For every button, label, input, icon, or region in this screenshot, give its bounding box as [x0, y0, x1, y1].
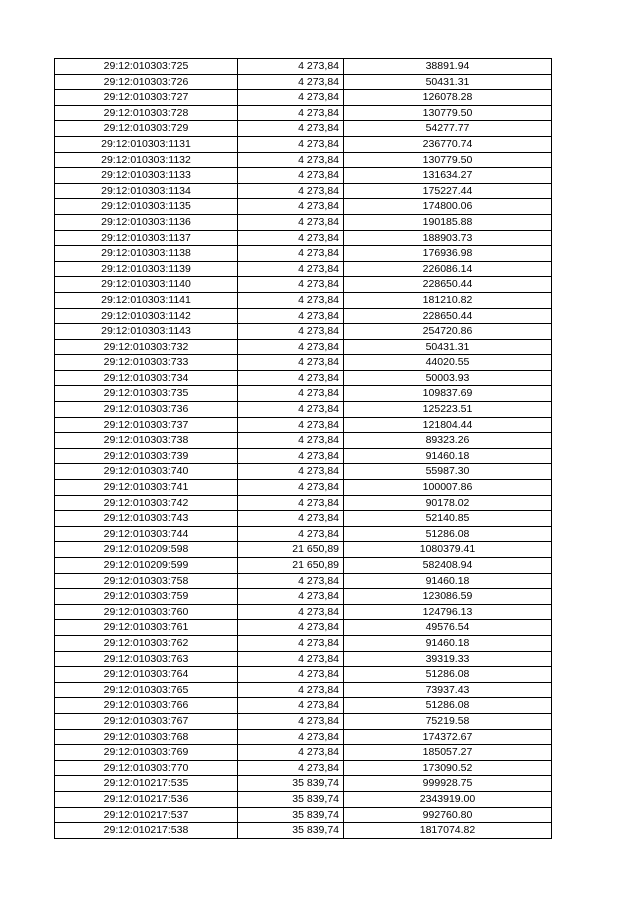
value-cell: 100007.86: [344, 480, 552, 496]
cadastral-number-cell: 29:12:010303:735: [55, 386, 238, 402]
cadastral-number-cell: 29:12:010209:599: [55, 558, 238, 574]
value-cell: 125223.51: [344, 402, 552, 418]
rate-cell: 4 273,84: [238, 199, 344, 215]
cadastral-number-cell: 29:12:010303:1131: [55, 136, 238, 152]
rate-cell: 4 273,84: [238, 370, 344, 386]
table-row: [55, 402, 552, 418]
table-row: [55, 168, 552, 184]
table-row: [55, 635, 552, 651]
rate-cell: 4 273,84: [238, 152, 344, 168]
rate-cell: 4 273,84: [238, 682, 344, 698]
table-row: [55, 589, 552, 605]
value-cell: 50431.31: [344, 74, 552, 90]
cadastral-number-cell: 29:12:010303:759: [55, 589, 238, 605]
rate-cell: 4 273,84: [238, 713, 344, 729]
table-row: [55, 542, 552, 558]
cadastral-number-cell: 29:12:010303:738: [55, 433, 238, 449]
value-cell: 121804.44: [344, 417, 552, 433]
cadastral-number-cell: 29:12:010303:768: [55, 729, 238, 745]
cadastral-number-cell: 29:12:010303:727: [55, 90, 238, 106]
value-cell: 51286.08: [344, 698, 552, 714]
cadastral-number-cell: 29:12:010303:744: [55, 526, 238, 542]
rate-cell: 4 273,84: [238, 573, 344, 589]
table-row: [55, 308, 552, 324]
rate-cell: 4 273,84: [238, 495, 344, 511]
table-row: [55, 105, 552, 121]
table-row: [55, 776, 552, 792]
rate-cell: 4 273,84: [238, 168, 344, 184]
table-row: [55, 698, 552, 714]
value-cell: 226086.14: [344, 261, 552, 277]
rate-cell: 4 273,84: [238, 277, 344, 293]
cadastral-number-cell: 29:12:010217:538: [55, 823, 238, 839]
value-cell: 51286.08: [344, 526, 552, 542]
table-body: [55, 59, 552, 839]
rate-cell: 4 273,84: [238, 246, 344, 262]
cadastral-number-cell: 29:12:010209:598: [55, 542, 238, 558]
table-row: [55, 511, 552, 527]
value-cell: 185057.27: [344, 745, 552, 761]
table-row: [55, 433, 552, 449]
table-row: [55, 713, 552, 729]
cadastral-number-cell: 29:12:010303:740: [55, 464, 238, 480]
cadastral-number-cell: 29:12:010303:741: [55, 480, 238, 496]
cadastral-number-cell: 29:12:010303:758: [55, 573, 238, 589]
value-cell: 91460.18: [344, 635, 552, 651]
rate-cell: 4 273,84: [238, 292, 344, 308]
table-row: [55, 729, 552, 745]
rate-cell: 4 273,84: [238, 433, 344, 449]
rate-cell: 4 273,84: [238, 511, 344, 527]
rate-cell: 4 273,84: [238, 448, 344, 464]
value-cell: 582408.94: [344, 558, 552, 574]
rate-cell: 4 273,84: [238, 604, 344, 620]
cadastral-number-cell: 29:12:010303:732: [55, 339, 238, 355]
value-cell: 44020.55: [344, 355, 552, 371]
value-cell: 190185.88: [344, 214, 552, 230]
value-cell: 126078.28: [344, 90, 552, 106]
value-cell: 173090.52: [344, 760, 552, 776]
cadastral-number-cell: 29:12:010303:733: [55, 355, 238, 371]
table-row: [55, 214, 552, 230]
table-row: [55, 480, 552, 496]
table-row: [55, 386, 552, 402]
value-cell: 131634.27: [344, 168, 552, 184]
table-row: [55, 292, 552, 308]
rate-cell: 4 273,84: [238, 355, 344, 371]
cadastral-number-cell: 29:12:010303:1136: [55, 214, 238, 230]
cadastral-number-cell: 29:12:010303:736: [55, 402, 238, 418]
table-row: [55, 651, 552, 667]
rate-cell: 4 273,84: [238, 105, 344, 121]
value-cell: 174372.67: [344, 729, 552, 745]
rate-cell: 4 273,84: [238, 589, 344, 605]
cadastral-number-cell: 29:12:010303:764: [55, 667, 238, 683]
value-cell: 236770.74: [344, 136, 552, 152]
cadastral-number-cell: 29:12:010303:765: [55, 682, 238, 698]
cadastral-number-cell: 29:12:010303:1134: [55, 183, 238, 199]
value-cell: 254720.86: [344, 324, 552, 340]
value-cell: 999928.75: [344, 776, 552, 792]
value-cell: 228650.44: [344, 308, 552, 324]
rate-cell: 4 273,84: [238, 402, 344, 418]
rate-cell: 4 273,84: [238, 214, 344, 230]
cadastral-number-cell: 29:12:010303:739: [55, 448, 238, 464]
table-row: [55, 823, 552, 839]
value-cell: 1080379.41: [344, 542, 552, 558]
rate-cell: 4 273,84: [238, 230, 344, 246]
rate-cell: 4 273,84: [238, 464, 344, 480]
table-row: [55, 230, 552, 246]
cadastral-number-cell: 29:12:010303:1143: [55, 324, 238, 340]
rate-cell: 4 273,84: [238, 90, 344, 106]
rate-cell: 4 273,84: [238, 339, 344, 355]
value-cell: 188903.73: [344, 230, 552, 246]
cadastral-number-cell: 29:12:010303:728: [55, 105, 238, 121]
cadastral-number-cell: 29:12:010217:535: [55, 776, 238, 792]
cadastral-number-cell: 29:12:010303:1139: [55, 261, 238, 277]
value-cell: 90178.02: [344, 495, 552, 511]
value-cell: 75219.58: [344, 713, 552, 729]
table-row: [55, 121, 552, 137]
rate-cell: 4 273,84: [238, 651, 344, 667]
rate-cell: 4 273,84: [238, 121, 344, 137]
table-row: [55, 573, 552, 589]
cadastral-number-cell: 29:12:010217:537: [55, 807, 238, 823]
table-row: [55, 495, 552, 511]
table-row: [55, 448, 552, 464]
cadastral-number-cell: 29:12:010303:734: [55, 370, 238, 386]
cadastral-number-cell: 29:12:010303:725: [55, 59, 238, 75]
rate-cell: 35 839,74: [238, 807, 344, 823]
table-row: [55, 355, 552, 371]
rate-cell: 4 273,84: [238, 760, 344, 776]
cadastral-number-cell: 29:12:010303:770: [55, 760, 238, 776]
rate-cell: 4 273,84: [238, 526, 344, 542]
value-cell: 124796.13: [344, 604, 552, 620]
cadastral-number-cell: 29:12:010303:766: [55, 698, 238, 714]
cadastral-number-cell: 29:12:010303:762: [55, 635, 238, 651]
rate-cell: 4 273,84: [238, 698, 344, 714]
value-cell: 109837.69: [344, 386, 552, 402]
value-cell: 38891.94: [344, 59, 552, 75]
rate-cell: 35 839,74: [238, 823, 344, 839]
value-cell: 176936.98: [344, 246, 552, 262]
table-row: [55, 246, 552, 262]
value-cell: 181210.82: [344, 292, 552, 308]
table-row: [55, 682, 552, 698]
cadastral-number-cell: 29:12:010303:761: [55, 620, 238, 636]
cadastral-number-cell: 29:12:010303:729: [55, 121, 238, 137]
rate-cell: 4 273,84: [238, 386, 344, 402]
cadastral-number-cell: 29:12:010303:743: [55, 511, 238, 527]
value-cell: 174800.06: [344, 199, 552, 215]
value-cell: 52140.85: [344, 511, 552, 527]
cadastral-number-cell: 29:12:010303:760: [55, 604, 238, 620]
cadastral-number-cell: 29:12:010303:763: [55, 651, 238, 667]
table-row: [55, 152, 552, 168]
cadastral-number-cell: 29:12:010303:1133: [55, 168, 238, 184]
table-row: [55, 791, 552, 807]
value-cell: 51286.08: [344, 667, 552, 683]
table-row: [55, 136, 552, 152]
value-cell: 91460.18: [344, 573, 552, 589]
rate-cell: 4 273,84: [238, 308, 344, 324]
rate-cell: 4 273,84: [238, 620, 344, 636]
cadastral-number-cell: 29:12:010303:767: [55, 713, 238, 729]
value-cell: 50003.93: [344, 370, 552, 386]
table-row: [55, 604, 552, 620]
cadastral-number-cell: 29:12:010303:742: [55, 495, 238, 511]
rate-cell: 4 273,84: [238, 59, 344, 75]
cadastral-number-cell: 29:12:010303:726: [55, 74, 238, 90]
table-row: [55, 74, 552, 90]
rate-cell: 4 273,84: [238, 261, 344, 277]
table-row: [55, 745, 552, 761]
cadastral-number-cell: 29:12:010303:1140: [55, 277, 238, 293]
cadastral-number-cell: 29:12:010217:536: [55, 791, 238, 807]
value-cell: 1817074.82: [344, 823, 552, 839]
value-cell: 54277.77: [344, 121, 552, 137]
value-cell: 39319.33: [344, 651, 552, 667]
cadastral-number-cell: 29:12:010303:769: [55, 745, 238, 761]
value-cell: 130779.50: [344, 152, 552, 168]
table-row: [55, 417, 552, 433]
table-row: [55, 667, 552, 683]
table-row: [55, 620, 552, 636]
value-cell: 130779.50: [344, 105, 552, 121]
table-row: [55, 464, 552, 480]
cadastral-value-table: [54, 58, 552, 839]
value-cell: 175227.44: [344, 183, 552, 199]
table-row: [55, 339, 552, 355]
table-row: [55, 807, 552, 823]
table-row: [55, 199, 552, 215]
rate-cell: 4 273,84: [238, 417, 344, 433]
table-row: [55, 324, 552, 340]
table-row: [55, 261, 552, 277]
rate-cell: 4 273,84: [238, 729, 344, 745]
table-row: [55, 59, 552, 75]
value-cell: 55987.30: [344, 464, 552, 480]
value-cell: 992760.80: [344, 807, 552, 823]
value-cell: 91460.18: [344, 448, 552, 464]
cadastral-number-cell: 29:12:010303:1142: [55, 308, 238, 324]
rate-cell: 4 273,84: [238, 745, 344, 761]
table-row: [55, 526, 552, 542]
rate-cell: 4 273,84: [238, 635, 344, 651]
rate-cell: 4 273,84: [238, 667, 344, 683]
rate-cell: 35 839,74: [238, 791, 344, 807]
value-cell: 228650.44: [344, 277, 552, 293]
rate-cell: 4 273,84: [238, 480, 344, 496]
rate-cell: 4 273,84: [238, 74, 344, 90]
table-row: [55, 370, 552, 386]
rate-cell: 4 273,84: [238, 183, 344, 199]
rate-cell: 21 650,89: [238, 558, 344, 574]
cadastral-number-cell: 29:12:010303:1137: [55, 230, 238, 246]
table-row: [55, 760, 552, 776]
value-cell: 89323.26: [344, 433, 552, 449]
rate-cell: 4 273,84: [238, 136, 344, 152]
table-row: [55, 90, 552, 106]
value-cell: 123086.59: [344, 589, 552, 605]
value-cell: 50431.31: [344, 339, 552, 355]
value-cell: 2343919.00: [344, 791, 552, 807]
cadastral-number-cell: 29:12:010303:737: [55, 417, 238, 433]
cadastral-number-cell: 29:12:010303:1132: [55, 152, 238, 168]
value-cell: 49576.54: [344, 620, 552, 636]
table-row: [55, 183, 552, 199]
cadastral-number-cell: 29:12:010303:1135: [55, 199, 238, 215]
table-row: [55, 277, 552, 293]
table-row: [55, 558, 552, 574]
rate-cell: 21 650,89: [238, 542, 344, 558]
cadastral-number-cell: 29:12:010303:1141: [55, 292, 238, 308]
rate-cell: 35 839,74: [238, 776, 344, 792]
cadastral-number-cell: 29:12:010303:1138: [55, 246, 238, 262]
rate-cell: 4 273,84: [238, 324, 344, 340]
value-cell: 73937.43: [344, 682, 552, 698]
